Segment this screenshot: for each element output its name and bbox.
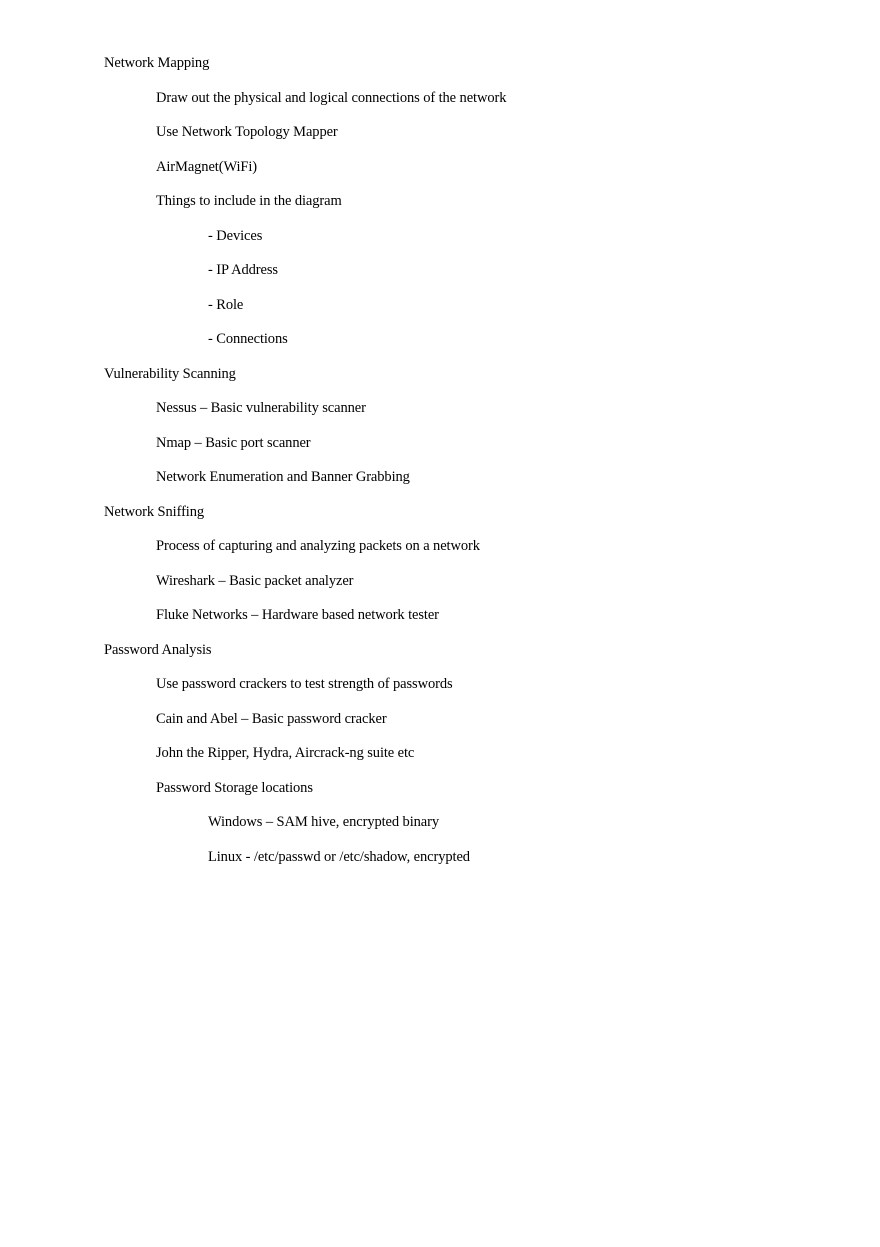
outline-subitem: Windows – SAM hive, encrypted binary [208,814,439,830]
section-heading-network-sniffing: Network Sniffing [104,503,205,520]
outline-subitem: Linux - /etc/passwd or /etc/shadow, encrypted [208,848,470,865]
outline-item: Process of capturing and analyzing packets on a network [156,538,480,554]
outline-item: Nmap – Basic port scanner [156,434,311,451]
outline-item: Nessus – Basic vulnerability scanner [156,400,366,416]
outline-item: Use password crackers to test strength of passwords [156,676,453,692]
outline-subitem: - Devices [208,227,263,244]
outline-item: Cain and Abel – Basic password cracker [156,710,387,727]
section-heading-password-analysis: Password Analysis [104,641,212,658]
outline-item: John the Ripper, Hydra, Aircrack-ng suite etc [156,745,415,761]
outline-item: Use Network Topology Mapper [156,124,338,140]
outline-item: Draw out the physical and logical connections of the network [156,89,507,106]
outline-item: Wireshark – Basic packet analyzer [156,572,354,589]
outline-item: Password Storage locations [156,779,313,796]
outline-subitem: - Connections [208,331,288,347]
outline-subitem: - IP Address [208,262,278,278]
outline-item: Network Enumeration and Banner Grabbing [156,469,410,485]
outline [0,51,880,879]
section-heading-vulnerability-scanning: Vulnerability Scanning [104,365,236,382]
outline-item: AirMagnet(WiFi) [156,158,258,175]
outline-item: Fluke Networks – Hardware based network tester [156,607,439,623]
outline-subitem: - Role [208,296,244,313]
section-heading-network-mapping: Network Mapping [104,55,210,71]
outline-item: Things to include in the diagram [156,193,342,209]
